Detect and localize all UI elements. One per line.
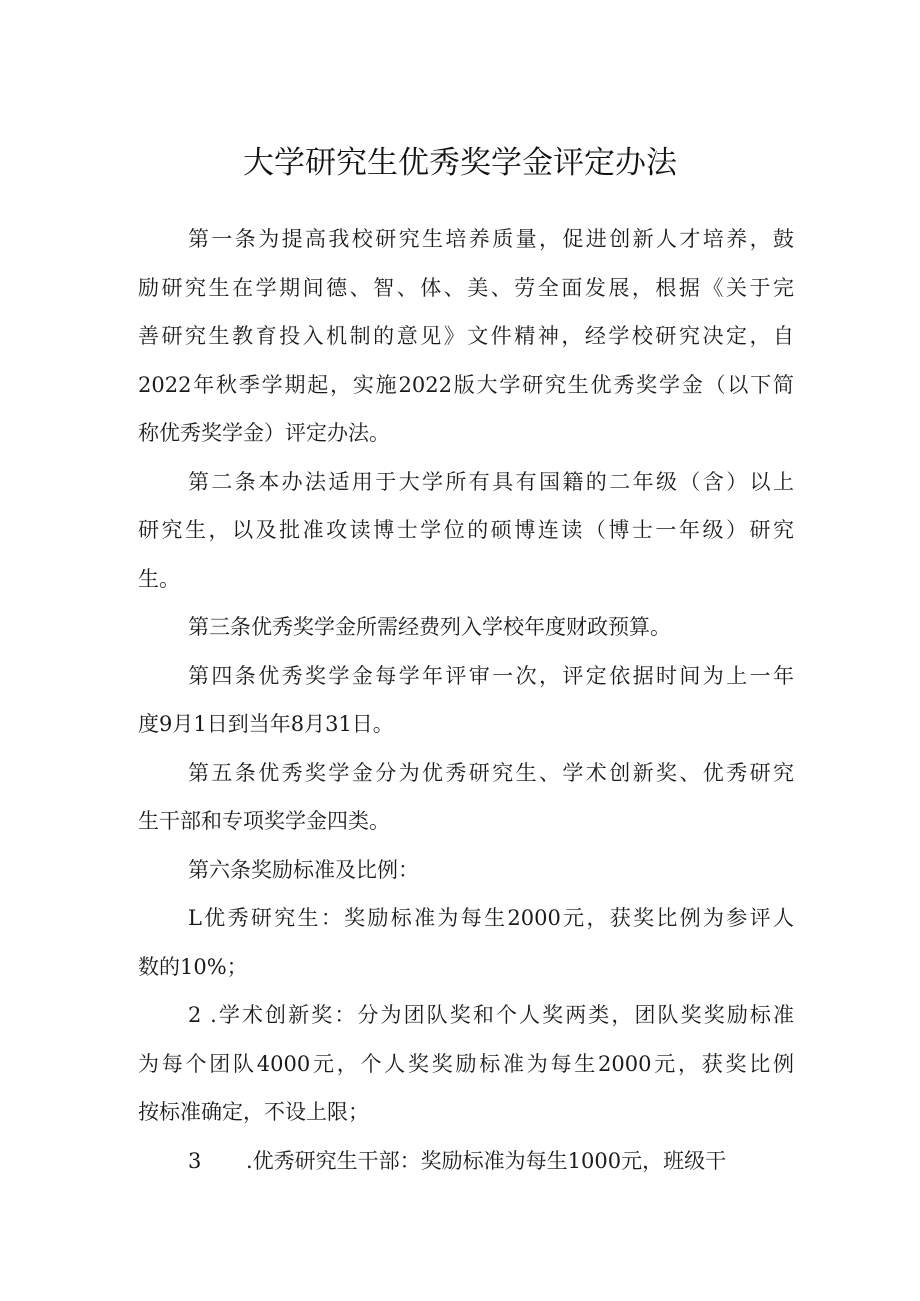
paragraph-line (138, 1137, 794, 1186)
paragraph-line: 第三条优秀奖学金所需经费列入学校年度财政预算。 (188, 615, 671, 639)
paragraph-line: 2022年秋季学期起，实施2022版大学研究生优秀奖学金（以下简 (138, 372, 794, 397)
document-body (138, 215, 794, 1185)
paragraph-line: 第六条奖励标准及比例： (188, 857, 419, 882)
paragraph-line: 第一条为提高我校研究生培养质量，促进创新人才培养，鼓 (188, 227, 794, 251)
list-number: 3 (188, 1148, 202, 1173)
paragraph-line: 第二条本办法适用于大学所有具有国籍的二年级（含）以上 (188, 469, 794, 494)
paragraph-line: 研究生，以及批准攻读博士学位的硕博连读（博士一年级）研究 (138, 518, 794, 542)
list-item-text: .优秀研究生干部：奖励标准为每生1000元，班级干 (246, 1148, 727, 1173)
document-title: 大学研究生优秀奖学金评定办法 (243, 145, 677, 181)
paragraph-line: 善研究生教育投入机制的意见》文件精神，经学校研究决定，自 (138, 324, 794, 348)
paragraph-line: 生。 (138, 566, 180, 591)
paragraph-line: 按标准确定，不设上限； (138, 1100, 369, 1124)
paragraph-line: 第五条优秀奖学金分为优秀研究生、学术创新奖、优秀研究 (188, 760, 794, 785)
paragraph-line: 数的10%； (138, 954, 248, 979)
paragraph-line: L优秀研究生：奖励标准为每生2000元，获奖比例为参评人 (188, 906, 794, 930)
paragraph-line: 第四条优秀奖学金每学年评审一次，评定依据时间为上一年 (188, 663, 794, 688)
paragraph-line: 为每个团队4000元，个人奖奖励标准为每生2000元，获奖比例 (138, 1051, 794, 1076)
paragraph-line: 称优秀奖学金）评定办法。 (138, 421, 390, 445)
paragraph-line: 生干部和专项奖学金四类。 (138, 809, 390, 833)
paragraph-line: 度9月1日到当年8月31日。 (138, 712, 394, 736)
paragraph-line: 2 .学术创新奖：分为团队奖和个人奖两类，团队奖奖励标准 (188, 1003, 794, 1027)
paragraph-line: 励研究生在学期间德、智、体、美、劳全面发展，根据《关于完 (138, 275, 794, 300)
